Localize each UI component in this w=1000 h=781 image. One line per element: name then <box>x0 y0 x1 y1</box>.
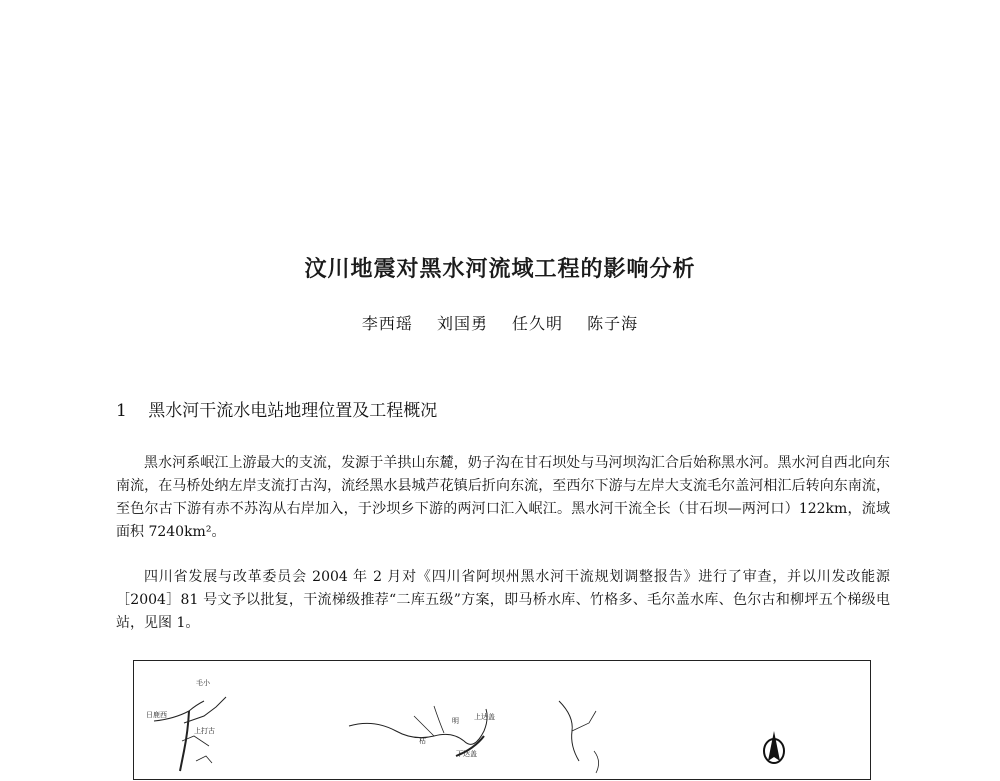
north-arrow-icon <box>764 731 784 763</box>
section-title: 黑水河干流水电站地理位置及工程概况 <box>148 401 438 421</box>
paper-title: 汶川地震对黑水河流域工程的影响分析 <box>304 257 696 282</box>
author-2: 刘国勇 <box>436 314 488 333</box>
author-4: 陈子海 <box>587 314 639 333</box>
paragraph-2: 四川省发展与改革委员会 2004 年 2 月对《四川省阿坝州黑水河干流规划调整报告》进行了审查，并以川发改能源［2004］81 号文予以批复，干流梯级推荐“二库五级”方案，即马桥水库、竹格多、毛尔盖水库、色尔古和柳坪五个梯级电站，见图 1。 <box>116 569 890 631</box>
map-label-1: 毛小 <box>196 679 210 687</box>
paragraph-1: 黑水河系岷江上游最大的支流，发源于羊拱山东麓，奶子沟在甘石坝处与马河坝沟汇合后始称黑水河。黑水河自西北向东南流，在马桥处纳左岸支流打古沟，流经黑水县城芦花镇后折向东流，至西尔下游与左岸大支流毛尔盖河相汇后转向东南流，至色尔古下游有赤不苏沟从右岸加入，于沙坝乡下游的两河口汇入岷江。黑水河干流全长（甘石坝—两河口）122km，流域面积 7240km²。 <box>116 455 890 540</box>
figure-map <box>133 660 871 780</box>
map-label-7: 下达盖 <box>456 750 477 758</box>
section-heading <box>116 396 437 421</box>
map-label-4: 上达盖 <box>474 713 495 721</box>
map-label-3: 上打古 <box>194 727 215 735</box>
author-list <box>0 311 1000 334</box>
author-3: 任久明 <box>512 314 564 333</box>
author-1: 李西瑶 <box>361 314 413 333</box>
map-drawing <box>134 661 872 781</box>
map-label-6: 明 <box>452 717 459 725</box>
map-label-5: 枯 <box>419 737 426 745</box>
map-label-2: 日鹿西 <box>146 711 167 719</box>
section-number: 1 <box>116 401 127 421</box>
